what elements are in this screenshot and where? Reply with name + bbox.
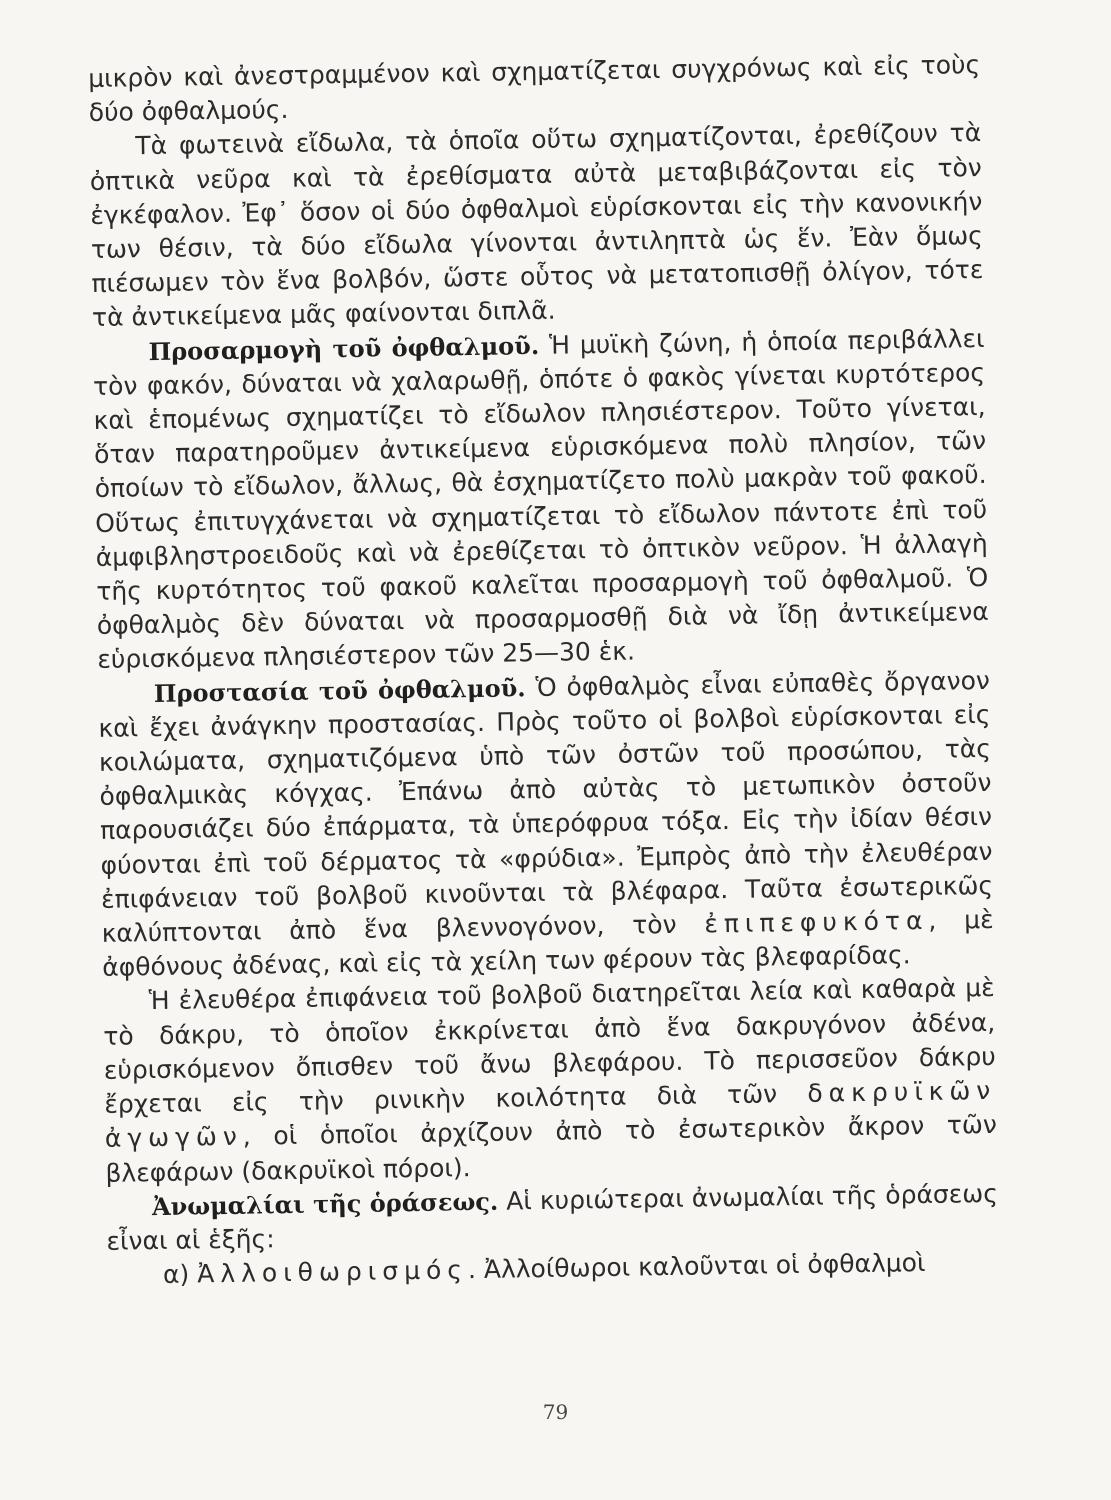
paragraph-text: Τὰ φωτεινὰ εἴδωλα, τὰ ὁποῖα οὕτω σχηματίζονται, ἐρεθίζουν τὰ ὀπτικὰ νεῦρα καὶ τὰ ἐρεθίσματα αὐτὰ μεταβιβάζονται εἰς τὸν ἐγκέφαλον. Ἐφ᾽ ὅσον οἱ δύο ὀφθαλμοὶ εὑρίσκονται εἰς τὴν κανονικήν των θέσιν, τὰ δύο εἴδωλα γίνονται ἀντιληπτὰ ὡς ἕν. Ἐὰν ὅμως πιέσωμεν τὸν ἕνα βολβόν, ὥστε οὗτος νὰ μετατοπισθῇ ὀλίγον, τότε τὰ ἀντικείμενα μᾶς φαίνονται διπλᾶ. — [89, 118, 984, 333]
paragraph-text-after: , οἱ ὁποῖοι ἀρχίζουν ἀπὸ τὸ ἐσωτερικὸν ἄκρον τῶν βλεφάρων (δακρυϊκοὶ πόροι). — [105, 1110, 998, 1188]
paragraph-text: Ἡ ἐλευθέρα ἐπιφάνεια τοῦ βολβοῦ διατηρεῖται λεία καὶ καθαρὰ μὲ τὸ δάκρυ, τὸ ὁποῖον ἐκκρίνεται ἀπὸ ἕνα δακρυγόνον ἀδένα, εὑρισκόμενον ὄπισθεν τοῦ ἄνω βλεφάρου. Τὸ περισσεῦον δάκρυ ἔρχεται εἰς τὴν ρινικὴν κοιλότητα διὰ τῶν — [103, 973, 996, 1119]
paragraph-visual-images — [89, 116, 984, 335]
paragraph-text: Αἱ κυριώτεραι ἀνωμαλίαι τῆς ὁράσεως εἶναι αἱ ἑξῆς: — [106, 1178, 999, 1256]
paragraph-accommodation — [92, 322, 989, 678]
paragraph-text: Ὁ ὀφθαλμὸς εἶναι εὐπαθὲς ὄργανον καὶ ἔχει ἀνάγκην προστασίας. Πρὸς τοῦτο οἱ βολβοὶ εὑρίσκονται εἰς κοιλώματα, σχηματιζόμενα ὑπὸ τῶν ὀστῶν τοῦ προσώπου, τὰς ὀφθαλμικὰς κόγχας. Ἐπάνω ἀπὸ αὐτὰς τὸ μετωπικὸν ὀστοῦν παρουσιάζει δύο ἐπάρματα, τὰ ὑπερόφρυα τόξα. Εἰς τὴν ἰδίαν θέσιν φύονται ἐπὶ τοῦ δέρματος τὰ «φρύδια». Ἐμπρὸς ἀπὸ τὴν ἐλευθέραν ἐπιφάνειαν τοῦ βολβοῦ κινοῦνται τὰ βλέφαρα. Ταῦτα ἐσωτερικῶς καλύπτονται ἀπὸ ἕνα βλεννογόνον, τὸν — [98, 665, 994, 948]
list-marker: α) — [162, 1259, 198, 1290]
page-number: 79 — [542, 1400, 569, 1424]
section-heading-accommodation: Προσαρμογὴ τοῦ ὀφθαλμοῦ. — [148, 330, 540, 366]
section-heading-protection: Προστασία τοῦ ὀφθαλμοῦ. — [153, 672, 526, 708]
page-body — [88, 48, 999, 1293]
paragraph-protection — [98, 664, 995, 986]
spaced-term-conjunctiva: ἐπιπεφυκότα — [704, 905, 929, 939]
paragraph-text-after: . Ἀλλοίθωροι καλοῦνται οἱ ὀφθαλμοὶ — [467, 1248, 926, 1285]
spaced-term-strabismus: Ἀλλοιθωρισμός — [197, 1255, 469, 1289]
paragraph-text-after: , μὲ ἀφθόνους ἀδένας, καὶ εἰς τὰ χείλη των φέρουν τὰς βλεφαρίδας. — [101, 904, 994, 983]
paragraph-tears — [103, 971, 998, 1190]
section-heading-anomalies: Ἀνωμαλίαι τῆς ὁράσεως. — [151, 1186, 499, 1221]
paragraph-text: Ἡ μυϊκὴ ζώνη, ἡ ὁποία περιβάλλει τὸν φακόν, δύναται νὰ χαλαρωθῇ, ὁπότε ὁ φακὸς γίνεται κυρτότερος καὶ ἑπομένως σχηματίζει τὸ εἴδωλον πλησιέστερον. Τοῦτο γίνεται, ὅταν παρατηροῦμεν ἀντικείμενα εὑρισκόμενα πολὺ πλησίον, τῶν ὁποίων τὸ εἴδωλον, ἄλλως, θὰ ἐσχηματίζετο πολὺ μακρὰν τοῦ φακοῦ. Οὕτως ἐπιτυγχάνεται νὰ σχηματίζεται τὸ εἴδωλον πάντοτε ἐπὶ τοῦ ἀμφιβληστροειδοῦς καὶ νὰ ἐρεθίζεται τὸ ὀπτικὸν νεῦρον. Ἡ ἀλλαγὴ τῆς κυρτότητος τοῦ φακοῦ καλεῖται προσαρμογὴ τοῦ ὀφθαλμοῦ. Ὁ ὀφθαλμὸς δὲν δύναται νὰ προσαρμοσθῇ διὰ νὰ ἴδῃ ἀντικείμενα εὑρισκόμενα πλησιέστερον τῶν 25—30 ἑκ. — [92, 323, 989, 675]
spaced-term-tear-ducts: δακρυϊκῶν ἀγωγῶν — [104, 1075, 997, 1154]
paragraph-text: μικρὸν καὶ ἀνεστραμμένον καὶ σχηματίζεται συγχρόνως καὶ εἰς τοὺς δύο ὀφθαλμούς. — [88, 49, 981, 128]
